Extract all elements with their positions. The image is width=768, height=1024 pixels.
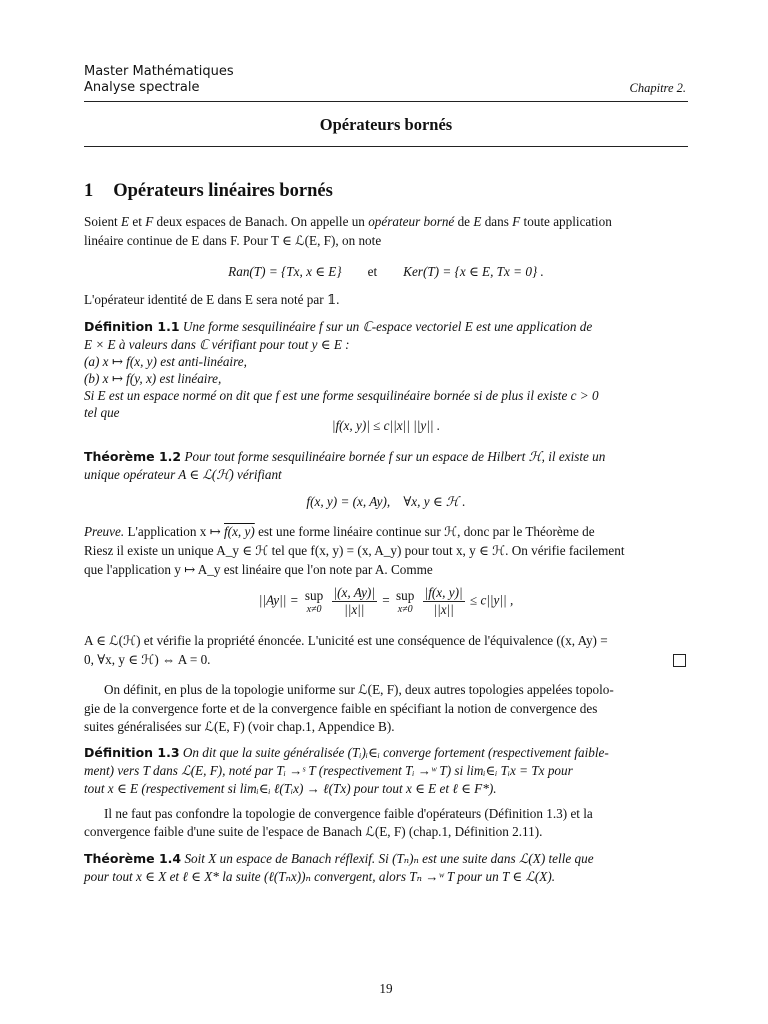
theorem-1-2-line-2: unique opérateur A ∈ ℒ(ℋ) vérifiant xyxy=(84,467,282,482)
header-rule xyxy=(84,101,688,102)
theorem-1-2-line-1: Théorème 1.2 Pour tout forme sesquilinéaire bornée f sur un espace de Hilbert ℋ, il existe un xyxy=(84,449,606,464)
definition-1-1-line-4: (b) x ↦ f(y, x) est linéaire, xyxy=(84,371,222,386)
section-number: 1 xyxy=(84,181,94,201)
proof-equation: ||Ay|| = sup x≠0 $\frac{|(x, Ay)|}{||x||}$ = sup x≠0 $\frac{|f(x, y)|}{||x||}$ ≤ c||y|| , xyxy=(258,585,514,617)
definition-1-1-line-2: E × E à valeurs dans ℂ vérifiant pour tout y ∈ E : xyxy=(84,337,350,352)
theorem-1-4-line-2: pour tout x ∈ X et ℓ ∈ X* la suite (ℓ(Tₙx))ₙ convergent, alors Tₙ →ʷ T pour un T ∈ ℒ(X). xyxy=(84,869,556,884)
definition-1-3-line-1: Définition 1.3 On dit que la suite généralisée (Tᵢ)ᵢ∈ᵢ converge fortement (respectivement faible- xyxy=(84,745,609,760)
header-chapter: Chapitre 2. xyxy=(629,81,686,95)
term-operateur-borne: opérateur borné xyxy=(368,214,455,229)
ran-equation: Ran(T) = {Tx, x ∈ E} xyxy=(228,264,342,279)
header-course: Master Mathématiques xyxy=(84,64,234,79)
qed-box xyxy=(673,654,686,667)
eq-connector: et xyxy=(367,264,378,279)
paragraph-2-line-1: Il ne faut pas confondre la topologie de convergence faible d'opérateurs (Définition 1.3) et la xyxy=(104,806,593,821)
proof-line-4: A ∈ ℒ(ℋ) et vérifie la propriété énoncée. L'unicité est une conséquence de l'équivalence ((x, Ay) = xyxy=(84,633,608,648)
definition-1-1-line-3: (a) x ↦ f(x, y) est anti-linéaire, xyxy=(84,354,247,369)
fraction-2: $\frac{|f(x, y)|}{||x||}$ xyxy=(424,585,463,617)
proof-line-3: que l'application y ↦ A_y est linéaire que l'on note par A. Comme xyxy=(84,562,433,577)
definition-1-3-line-3: tout x ∈ E (respectivement si limᵢ∈ᵢ ℓ(Tᵢx) → ℓ(Tx) pour tout x ∈ E et ℓ ∈ F*). xyxy=(84,781,497,796)
ker-equation: Ker(T) = {x ∈ E, Tx = 0} . xyxy=(403,264,544,279)
proof-line-2: Riesz il existe un unique A_y ∈ ℋ tel que f(x, y) = (x, A_y) pour tout x, y ∈ ℋ. On vérifie facilement xyxy=(84,543,625,558)
definition-1-1-label: Définition 1.1 xyxy=(84,319,180,334)
paragraph-2-line-2: convergence faible d'une suite de l'espace de Banach ℒ(E, F) (chap.1, Définition 2.11). xyxy=(84,824,543,839)
fraction-1: $\frac{|(x, Ay)|}{||x||}$ xyxy=(333,585,375,617)
paragraph-1-line-2: gie de la convergence forte et de la convergence faible en spécifiant la notion de convergence des xyxy=(84,701,598,716)
proof-line-5: 0, ∀x, y ∈ ℋ) ⇔ A = 0. xyxy=(84,652,211,667)
intro-line-1: Soient E et F deux espaces de Banach. On appelle un opérateur borné de E dans F toute application xyxy=(84,214,612,229)
definition-1-3-label: Définition 1.3 xyxy=(84,745,180,760)
definition-1-1-equation: |f(x, y)| ≤ c||x|| ||y|| . xyxy=(331,418,441,433)
sup-operator-2: sup x≠0 xyxy=(396,588,415,615)
sup-operator: sup x≠0 xyxy=(304,588,324,615)
theorem-1-2-equation: f(x, y) = (x, Ay), ∀x, y ∈ ℋ . xyxy=(306,494,466,509)
paragraph-1-line-3: suites généralisées sur ℒ(E, F) (voir chap.1, Appendice B). xyxy=(84,719,395,734)
page-title: Opérateurs bornés xyxy=(319,115,453,134)
definition-1-3-line-2: ment) vers T dans ℒ(E, F), noté par Tᵢ →ˢ T (respectivement Tᵢ →ʷ T) si limᵢ∈ᵢ Tᵢx = Tx pour xyxy=(84,763,573,778)
conjugate-f: f(x, y) xyxy=(224,524,255,539)
theorem-1-4-line-1: Théorème 1.4 Soit X un espace de Banach réflexif. Si (Tₙ)ₙ est une suite dans ℒ(X) telle que xyxy=(84,851,594,866)
definition-1-1-line-5: Si E est un espace normé on dit que f est une forme sesquilinéaire bornée si de plus il existe c > 0 xyxy=(84,388,599,403)
header-subject: Analyse spectrale xyxy=(84,80,200,95)
definition-1-1-line-6: tel que xyxy=(84,405,120,420)
intro-line-2: linéaire continue de E dans F. Pour T ∈ ℒ(E, F), on note xyxy=(84,233,382,248)
section-title: Opérateurs linéaires bornés xyxy=(113,181,333,201)
theorem-1-4-label: Théorème 1.4 xyxy=(84,851,182,866)
definition-1-1-line-1: Définition 1.1 Une forme sesquilinéaire f sur un ℂ-espace vectoriel E est une application de xyxy=(84,319,593,334)
proof-label: Preuve. xyxy=(84,524,125,539)
paragraph-1-line-1: On définit, en plus de la topologie uniforme sur ℒ(E, F), deux autres topologies appelées topolo- xyxy=(104,682,614,697)
intro-equation xyxy=(84,262,688,281)
identity-line: L'opérateur identité de E dans E sera noté par 𝟙. xyxy=(84,292,340,307)
section-heading xyxy=(84,179,333,203)
page-number: 19 xyxy=(379,981,393,996)
theorem-1-2-label: Théorème 1.2 xyxy=(84,449,182,464)
proof-line-1: Preuve. L'application x ↦ f(x, y) est une forme linéaire continue sur ℋ, donc par le Théorème de xyxy=(84,524,595,539)
title-rule xyxy=(84,146,688,147)
